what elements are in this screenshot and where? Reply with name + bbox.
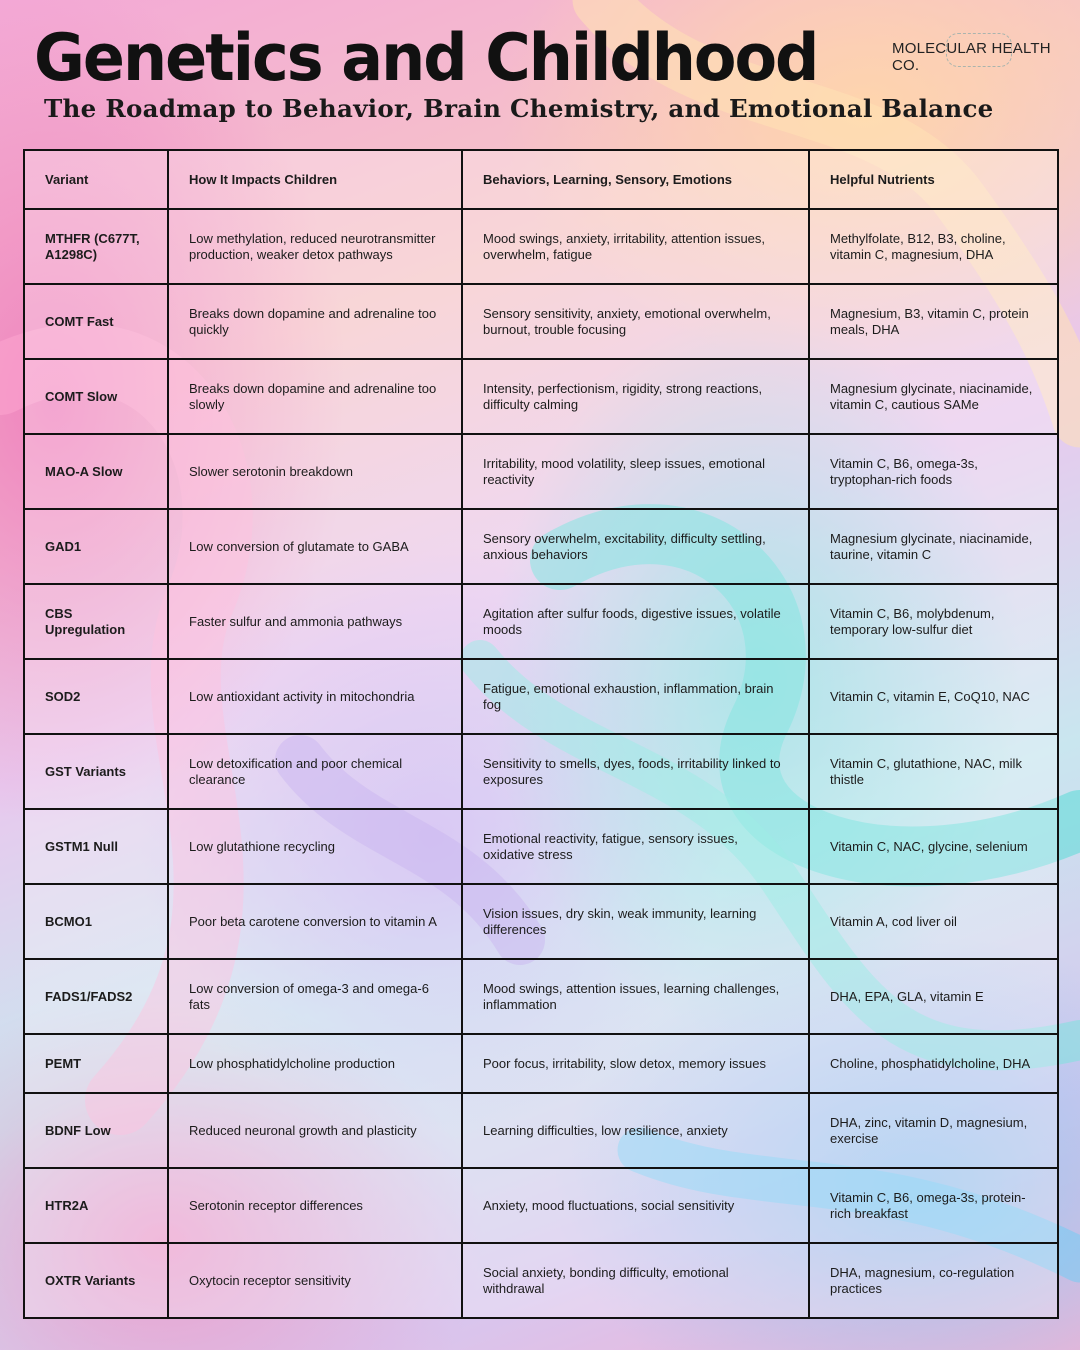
variant-cell: OXTR Variants bbox=[24, 1243, 168, 1318]
nutrients-cell: Vitamin C, B6, omega-3s, protein-rich breakfast bbox=[809, 1168, 1058, 1243]
column-header-variant: Variant bbox=[24, 150, 168, 209]
nutrients-cell: Vitamin C, glutathione, NAC, milk thistle bbox=[809, 734, 1058, 809]
impact-cell: Low glutathione recycling bbox=[168, 809, 462, 884]
variant-cell: MTHFR (C677T, A1298C) bbox=[24, 209, 168, 284]
variant-cell: BDNF Low bbox=[24, 1093, 168, 1168]
impact-cell: Reduced neuronal growth and plasticity bbox=[168, 1093, 462, 1168]
impact-cell: Low phosphatidylcholine production bbox=[168, 1034, 462, 1093]
nutrients-cell: Vitamin C, vitamin E, CoQ10, NAC bbox=[809, 659, 1058, 734]
impact-cell: Breaks down dopamine and adrenaline too quickly bbox=[168, 284, 462, 359]
variant-cell: BCMO1 bbox=[24, 884, 168, 959]
behaviors-cell: Social anxiety, bonding difficulty, emotional withdrawal bbox=[462, 1243, 809, 1318]
table-row bbox=[24, 734, 1058, 809]
behaviors-cell: Poor focus, irritability, slow detox, memory issues bbox=[462, 1034, 809, 1093]
behaviors-cell: Fatigue, emotional exhaustion, inflammation, brain fog bbox=[462, 659, 809, 734]
nutrients-cell: Choline, phosphatidylcholine, DHA bbox=[809, 1034, 1058, 1093]
variant-cell: GAD1 bbox=[24, 509, 168, 584]
variant-cell: CBS Upregulation bbox=[24, 584, 168, 659]
impact-cell: Poor beta carotene conversion to vitamin A bbox=[168, 884, 462, 959]
impact-cell: Faster sulfur and ammonia pathways bbox=[168, 584, 462, 659]
table-row bbox=[24, 1093, 1058, 1168]
behaviors-cell: Agitation after sulfur foods, digestive issues, volatile moods bbox=[462, 584, 809, 659]
page-title: Genetics and Childhood bbox=[34, 19, 818, 96]
behaviors-cell: Mood swings, attention issues, learning challenges, inflammation bbox=[462, 959, 809, 1034]
nutrients-cell: Methylfolate, B12, B3, choline, vitamin C, magnesium, DHA bbox=[809, 209, 1058, 284]
table-row bbox=[24, 359, 1058, 434]
behaviors-cell: Sensory overwhelm, excitability, difficulty settling, anxious behaviors bbox=[462, 509, 809, 584]
variant-cell: PEMT bbox=[24, 1034, 168, 1093]
table-row bbox=[24, 434, 1058, 509]
variant-cell: FADS1/FADS2 bbox=[24, 959, 168, 1034]
variant-cell: MAO-A Slow bbox=[24, 434, 168, 509]
impact-cell: Low antioxidant activity in mitochondria bbox=[168, 659, 462, 734]
behaviors-cell: Emotional reactivity, fatigue, sensory issues, oxidative stress bbox=[462, 809, 809, 884]
impact-cell: Low conversion of glutamate to GABA bbox=[168, 509, 462, 584]
table-row bbox=[24, 284, 1058, 359]
table-row bbox=[24, 959, 1058, 1034]
variant-cell: SOD2 bbox=[24, 659, 168, 734]
behaviors-cell: Vision issues, dry skin, weak immunity, learning differences bbox=[462, 884, 809, 959]
nutrients-cell: Magnesium glycinate, niacinamide, vitamin C, cautious SAMe bbox=[809, 359, 1058, 434]
variant-cell: COMT Fast bbox=[24, 284, 168, 359]
impact-cell: Low methylation, reduced neurotransmitter production, weaker detox pathways bbox=[168, 209, 462, 284]
impact-cell: Low detoxification and poor chemical clearance bbox=[168, 734, 462, 809]
behaviors-cell: Sensory sensitivity, anxiety, emotional overwhelm, burnout, trouble focusing bbox=[462, 284, 809, 359]
table-header-row bbox=[24, 150, 1058, 209]
table-row bbox=[24, 884, 1058, 959]
impact-cell: Slower serotonin breakdown bbox=[168, 434, 462, 509]
nutrients-cell: DHA, magnesium, co-regulation practices bbox=[809, 1243, 1058, 1318]
table-row bbox=[24, 209, 1058, 284]
behaviors-cell: Anxiety, mood fluctuations, social sensitivity bbox=[462, 1168, 809, 1243]
impact-cell: Low conversion of omega-3 and omega-6 fats bbox=[168, 959, 462, 1034]
nutrients-cell: Vitamin C, B6, omega-3s, tryptophan-rich foods bbox=[809, 434, 1058, 509]
impact-cell: Serotonin receptor differences bbox=[168, 1168, 462, 1243]
column-header-behaviors: Behaviors, Learning, Sensory, Emotions bbox=[462, 150, 809, 209]
column-header-nutrients: Helpful Nutrients bbox=[809, 150, 1058, 209]
nutrients-cell: Vitamin C, B6, molybdenum, temporary low-sulfur diet bbox=[809, 584, 1058, 659]
nutrients-cell: DHA, EPA, GLA, vitamin E bbox=[809, 959, 1058, 1034]
table-row bbox=[24, 509, 1058, 584]
nutrients-cell: Vitamin A, cod liver oil bbox=[809, 884, 1058, 959]
behaviors-cell: Sensitivity to smells, dyes, foods, irritability linked to exposures bbox=[462, 734, 809, 809]
table-row bbox=[24, 1168, 1058, 1243]
nutrients-cell: Vitamin C, NAC, glycine, selenium bbox=[809, 809, 1058, 884]
variant-cell: GST Variants bbox=[24, 734, 168, 809]
brand-logo: MOLECULAR HEALTH CO. bbox=[892, 40, 1051, 74]
table-row bbox=[24, 1243, 1058, 1318]
table-row bbox=[24, 809, 1058, 884]
nutrients-cell: Magnesium, B3, vitamin C, protein meals, DHA bbox=[809, 284, 1058, 359]
table-row bbox=[24, 1034, 1058, 1093]
page-subtitle: The Roadmap to Behavior, Brain Chemistry, and Emotional Balance bbox=[44, 94, 994, 123]
impact-cell: Breaks down dopamine and adrenaline too slowly bbox=[168, 359, 462, 434]
behaviors-cell: Mood swings, anxiety, irritability, attention issues, overwhelm, fatigue bbox=[462, 209, 809, 284]
column-header-impact: How It Impacts Children bbox=[168, 150, 462, 209]
behaviors-cell: Learning difficulties, low resilience, anxiety bbox=[462, 1093, 809, 1168]
variant-cell: COMT Slow bbox=[24, 359, 168, 434]
nutrients-cell: Magnesium glycinate, niacinamide, taurine, vitamin C bbox=[809, 509, 1058, 584]
variant-cell: HTR2A bbox=[24, 1168, 168, 1243]
behaviors-cell: Intensity, perfectionism, rigidity, strong reactions, difficulty calming bbox=[462, 359, 809, 434]
behaviors-cell: Irritability, mood volatility, sleep issues, emotional reactivity bbox=[462, 434, 809, 509]
table-row bbox=[24, 659, 1058, 734]
table-row bbox=[24, 584, 1058, 659]
nutrients-cell: DHA, zinc, vitamin D, magnesium, exercise bbox=[809, 1093, 1058, 1168]
genetics-table bbox=[23, 149, 1059, 1319]
variant-cell: GSTM1 Null bbox=[24, 809, 168, 884]
impact-cell: Oxytocin receptor sensitivity bbox=[168, 1243, 462, 1318]
